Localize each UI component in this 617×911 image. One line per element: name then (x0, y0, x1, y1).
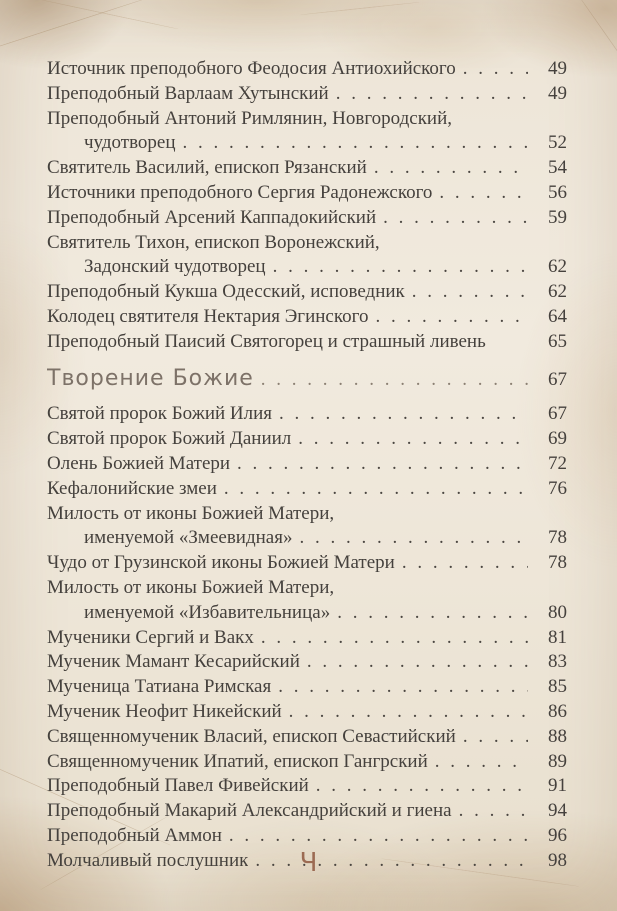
dot-leader (261, 626, 528, 651)
toc-entry-page: 86 (548, 700, 567, 722)
toc-row (47, 280, 567, 305)
toc-entry-page: 80 (548, 601, 567, 623)
toc-entry-title: Кефалонийские змеи (47, 477, 217, 499)
toc-entry-page: 78 (548, 552, 567, 574)
toc-entry-page: 72 (548, 452, 567, 474)
toc-row (47, 402, 567, 427)
toc-entry-title: Святой пророк Божий Илия (47, 403, 273, 425)
toc-entry-title: Священномученик Власий, епископ Севастийский (47, 725, 456, 747)
toc-entry-title: Мученик Неофит Никейский (47, 700, 282, 722)
toc-row (47, 824, 567, 849)
branch-texture (578, 0, 617, 86)
toc-entry-title: Источник преподобного Феодосия Антиохийского (47, 58, 456, 79)
dot-leader (435, 750, 528, 775)
dot-leader (307, 650, 528, 675)
dot-leader (375, 305, 528, 330)
toc-row (47, 107, 567, 132)
toc-row (47, 206, 567, 231)
dot-leader (299, 526, 528, 551)
dot-leader (224, 477, 528, 502)
toc-entry-page: 52 (548, 132, 567, 154)
toc-row (47, 131, 567, 156)
toc-list (47, 57, 567, 874)
toc-row (47, 601, 567, 626)
toc-entry-page: 91 (548, 775, 567, 797)
toc-row (47, 576, 567, 601)
toc-row (47, 675, 567, 700)
toc-entry-title: Преподобный Варлаам Хутынский (47, 82, 329, 104)
toc-entry-title: именуемой «Змеевидная» (84, 527, 293, 549)
toc-row (47, 305, 567, 330)
toc-entry-title: Святитель Василий, епископ Рязанский (47, 157, 367, 179)
toc-entry-title: Преподобный Арсений Каппадокийский (47, 206, 377, 228)
toc-entry-page: 94 (548, 800, 567, 822)
dot-leader (278, 675, 528, 700)
toc-row (47, 725, 567, 750)
toc-row (47, 626, 567, 651)
toc-entry-title: именуемой «Избавительница» (84, 601, 331, 623)
toc-entry-title: Творение Божие (47, 366, 254, 391)
toc-entry-title: Задонский чудотворец (84, 256, 266, 278)
branch-texture (300, 2, 419, 16)
toc-row (47, 181, 567, 206)
dot-leader (261, 368, 528, 393)
toc-row (47, 502, 567, 527)
dot-leader (402, 551, 528, 576)
toc-row (47, 799, 567, 824)
toc-row (47, 156, 567, 181)
dot-leader (298, 427, 528, 452)
toc-entry-title: Преподобный Антоний Римлянин, Новгородский, (47, 107, 453, 129)
toc-entry-page: 89 (548, 750, 567, 772)
toc-entry-page: 67 (548, 368, 567, 390)
toc-row (47, 330, 567, 355)
toc-entry-page: 59 (548, 206, 567, 228)
toc-row (47, 231, 567, 256)
toc-entry-title: Преподобный Павел Фивейский (47, 775, 309, 797)
dot-leader (412, 280, 528, 305)
dot-leader (374, 156, 528, 181)
toc-row (47, 551, 567, 576)
dot-leader (229, 824, 528, 849)
toc-entry-title: Милость от иконы Божией Матери, (47, 576, 335, 598)
toc-row (47, 452, 567, 477)
toc-entry-page: 69 (548, 428, 567, 450)
toc-entry-page: 49 (548, 58, 567, 79)
toc-row (47, 700, 567, 725)
toc-entry-title: Мученики Сергий и Вакх (47, 626, 254, 648)
toc-entry-title: Святитель Тихон, епископ Воронежский, (47, 231, 380, 253)
toc-entry-title: Мученик Мамант Кесарийский (47, 651, 300, 673)
toc-entry-page: 83 (548, 651, 567, 673)
toc-entry-page: 85 (548, 676, 567, 698)
dot-leader (337, 601, 528, 626)
toc-entry-title: Преподобный Аммон (47, 824, 222, 846)
toc-row (47, 526, 567, 551)
toc-entry-page: 88 (548, 725, 567, 747)
dot-leader (279, 402, 528, 427)
toc-entry-page: 62 (548, 281, 567, 303)
toc-entry-title: Святой пророк Божий Даниил (47, 428, 292, 450)
toc-entry-page: 64 (548, 305, 567, 327)
dot-leader (463, 725, 528, 750)
dot-leader (273, 255, 528, 280)
toc-row (47, 650, 567, 675)
dot-leader (316, 774, 528, 799)
toc-entry-page: 76 (548, 477, 567, 499)
toc-entry-title: Преподобный Паисий Святогорец и страшный ливень (47, 330, 486, 352)
toc-entry-page: 98 (548, 849, 567, 871)
folio-page-marker: Ч (299, 848, 318, 878)
dot-leader (336, 82, 528, 107)
branch-texture (0, 0, 146, 55)
toc-row (47, 750, 567, 775)
toc-row (47, 774, 567, 799)
toc-row (47, 82, 567, 107)
toc-entry-title: Мученица Татиана Римская (47, 676, 272, 698)
toc-entry-page: 56 (548, 181, 567, 203)
toc-entry-page: 67 (548, 403, 567, 425)
toc-entry-title: Преподобный Макарий Александрийский и гиена (47, 800, 452, 822)
dot-leader (237, 452, 528, 477)
dot-leader (463, 57, 528, 82)
toc-entry-page: 81 (548, 626, 567, 648)
dot-leader (289, 700, 528, 725)
toc-entry-title: Священномученик Ипатий, епископ Гангрский (47, 750, 428, 772)
toc-entry-title: Колодец святителя Нектария Эгинского (47, 305, 369, 327)
toc-row (47, 477, 567, 502)
toc-entry-title: Источники преподобного Сергия Радонежского (47, 181, 433, 203)
toc-section-heading (47, 367, 567, 393)
toc-entry-page: 54 (548, 157, 567, 179)
toc-entry-page: 96 (548, 824, 567, 846)
dot-leader (383, 206, 528, 231)
toc-entry-page: 78 (548, 527, 567, 549)
toc-entry-title: Чудо от Грузинской иконы Божией Матери (47, 552, 395, 574)
toc-row (47, 427, 567, 452)
dot-leader (183, 131, 528, 156)
toc-entry-page: 62 (548, 256, 567, 278)
toc-entry-page: 49 (548, 82, 567, 104)
toc-row (47, 57, 567, 82)
branch-texture (41, 0, 178, 30)
toc-entry-title: чудотворец (84, 132, 176, 154)
dot-leader (459, 799, 528, 824)
dot-leader (439, 181, 528, 206)
toc-entry-page: 65 (548, 330, 567, 352)
toc-entry-title: Преподобный Кукша Одесский, исповедник (47, 281, 405, 303)
toc-entry-title: Молчаливый послушник (47, 849, 249, 871)
toc-entry-title: Олень Божией Матери (47, 452, 231, 474)
toc-entry-title: Милость от иконы Божией Матери, (47, 502, 335, 524)
toc-row (47, 255, 567, 280)
